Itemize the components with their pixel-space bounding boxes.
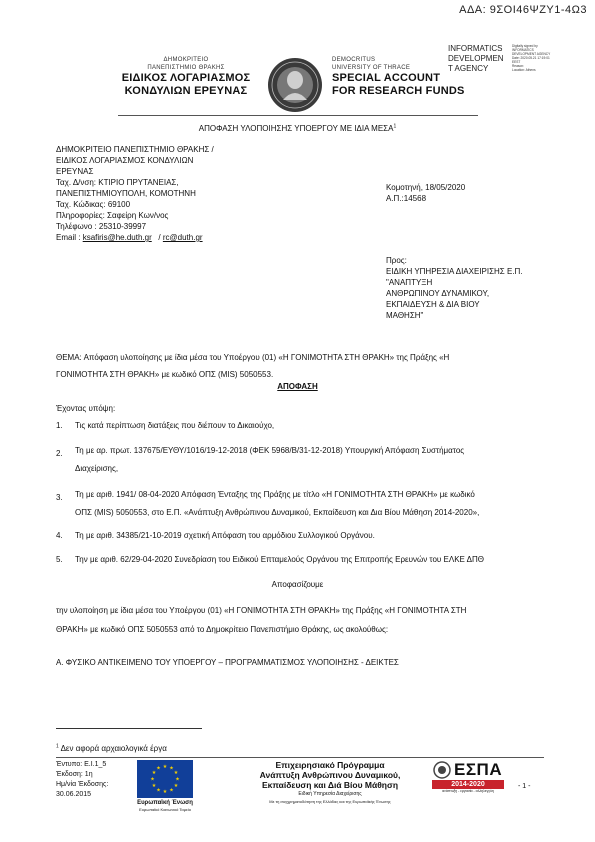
document-title-text: ΑΠΟΦΑΣΗ ΥΛΟΠΟΙΗΣΗΣ ΥΠΟΕΡΓΟΥ ΜΕ ΙΔΙΑ ΜΕΣΑ bbox=[198, 124, 394, 133]
sig-line: EEST bbox=[512, 60, 521, 64]
page-number: - 1 - bbox=[518, 783, 531, 790]
eu-name: Ευρωπαϊκή Ένωση bbox=[137, 800, 193, 806]
sender-line: ΕΡΕΥΝΑΣ bbox=[56, 167, 94, 176]
eu-caption bbox=[128, 800, 202, 812]
subject-line: ΓΟΝΙΜΟΤΗΤΑ ΣΤΗ ΘΡΑΚΗ» με κωδικό ΟΠΣ (MIS) 5050553. bbox=[56, 370, 274, 379]
espa-name: ΕΣΠΑ bbox=[454, 760, 503, 779]
email-link-2[interactable]: rc@duth.gr bbox=[162, 233, 203, 242]
footnote-number: 1 bbox=[56, 743, 59, 750]
email-label: Email : bbox=[56, 233, 81, 242]
sig-line: DEVELOPMENT AGENCY bbox=[512, 52, 551, 56]
item-number: 2. bbox=[56, 449, 63, 458]
list-item bbox=[56, 442, 556, 486]
uni-name-gr-2: ΠΑΝΕΠΙΣΤΗΜΙΟ ΘΡΑΚΗΣ bbox=[147, 65, 225, 71]
eu-flag-icon bbox=[137, 760, 193, 798]
date-block bbox=[386, 182, 536, 204]
uni-name-gr-1: ΔΗΜΟΚΡΙΤΕΙΟ bbox=[163, 57, 209, 63]
letterhead-greek bbox=[118, 56, 254, 98]
sig-line: INFORMATICS bbox=[512, 48, 534, 52]
account-name-gr-1: ΕΙΔΙΚΟΣ ΛΟΓΑΡΙΑΣΜΟΣ bbox=[121, 72, 251, 84]
list-item bbox=[56, 530, 556, 554]
document-title bbox=[0, 124, 595, 133]
item-text: Τις κατά περίπτωση διατάξεις που διέπουν το Δικαιούχο, bbox=[75, 421, 275, 430]
protocol-number: Α.Π.:14568 bbox=[386, 194, 427, 203]
account-name-en-1: SPECIAL ACCOUNT bbox=[332, 72, 441, 84]
espa-logo bbox=[432, 760, 504, 794]
svg-text:★: ★ bbox=[175, 776, 180, 783]
sender-line: ΠΑΝΕΠΙΣΤΗΜΙΟΥΠΟΛΗ, ΚΟΜΟΤΗΝΗ bbox=[56, 189, 196, 198]
item-text: Τη με αριθ. 34385/21-10-2019 σχετική Απόφαση του αρμόδιου Συλλογικού Οργάνου. bbox=[75, 531, 375, 540]
closing-line: την υλοποίηση με ίδια μέσα του Υποέργου (01) «Η ΓΟΝΙΜΟΤΗΤΑ ΣΤΗ ΘΡΑΚΗ» της Πράξης «Η ΓΟΝΙΜΟΤΗΤΑ ΣΤΗ bbox=[56, 606, 467, 615]
recipient-line: ΕΚΠΑΙΔΕΥΣΗ & ΔΙΑ ΒΙΟΥ bbox=[386, 300, 480, 309]
svg-text:★: ★ bbox=[156, 787, 161, 794]
espa-tagline: ανάπτυξη - εργασία - αλληλεγγύη bbox=[442, 789, 494, 793]
list-item bbox=[56, 554, 556, 574]
version-line: 30.06.2015 bbox=[56, 791, 92, 798]
account-name-gr-2: ΚΟΝΔΥΛΙΩΝ ΕΡΕΥΝΑΣ bbox=[124, 85, 248, 97]
svg-text:★: ★ bbox=[162, 764, 168, 770]
sig-line: Date: 2020.05.21 17:19:01 bbox=[512, 56, 550, 60]
footnote bbox=[56, 743, 167, 754]
recipient-label: Προς: bbox=[386, 256, 407, 265]
svg-text:★: ★ bbox=[173, 770, 179, 776]
program-sub: Ειδική Υπηρεσία Διαχείρισης bbox=[298, 791, 362, 797]
considering-intro: Έχοντας υπόψη: bbox=[56, 404, 116, 413]
svg-text:★: ★ bbox=[162, 789, 168, 795]
section-a-heading: Α. ΦΥΣΙΚΟ ΑΝΤΙΚΕΙΜΕΝΟ ΤΟΥ ΥΠΟΕΡΓΟΥ – ΠΡΟΓΡΑΜΜΑΤΙΣΜΟΣ ΥΛΟΠΟΙΗΣΗΣ - ΔΕΙΚΤΕΣ bbox=[56, 658, 399, 667]
banner-divider bbox=[118, 115, 478, 116]
espa-star-icon bbox=[432, 760, 452, 780]
recipient-line: ΜΑΘΗΣΗ" bbox=[386, 311, 424, 320]
closing-block bbox=[56, 601, 556, 639]
signature-agency: INFORMATICS DEVELOPMEN T AGENCY bbox=[448, 44, 504, 73]
sender-line: Πληροφορίες: Σαφείρη Κων/νος bbox=[56, 211, 169, 220]
subject-block bbox=[56, 349, 556, 383]
letterhead-english bbox=[332, 56, 482, 98]
sender-line: Ταχ. Κώδικας: 69100 bbox=[56, 200, 131, 209]
email-line bbox=[56, 232, 256, 243]
sender-line: Ταχ. Δ/νση: ΚΤΙΡΙΟ ΠΡΥΤΑΝΕΙΑΣ, bbox=[56, 178, 179, 187]
item-text: Διαχείρισης, bbox=[75, 464, 119, 473]
svg-text:★: ★ bbox=[150, 776, 155, 783]
subject-line: ΘΕΜΑ: Απόφαση υλοποίησης με ίδια μέσα του Υποέργου (01) «Η ΓΟΝΙΜΟΤΗΤΑ ΣΤΗ ΘΡΑΚΗ» της Πράξης «Η bbox=[56, 353, 450, 362]
version-line: Έκδοση: 1η bbox=[56, 771, 93, 778]
svg-text:★: ★ bbox=[156, 765, 161, 772]
decide-heading: Αποφασίζουμε bbox=[271, 580, 324, 589]
item-text: Την με αριθ. 62/29-04-2020 Συνεδρίαση του Ειδικού Επταμελούς Οργάνου της Επιτροπής Ερευνών του ΕΛΚΕ ΔΠΘ bbox=[75, 555, 484, 564]
democritus-emblem-icon bbox=[264, 56, 326, 114]
email-separator: / bbox=[158, 233, 161, 242]
recipient-line: ΕΙΔΙΚΗ ΥΠΗΡΕΣΙΑ ΔΙΑΧΕΙΡΙΣΗΣ Ε.Π. bbox=[386, 267, 523, 276]
sender-line: ΔΗΜΟΚΡΙΤΕΙΟ ΠΑΝΕΠΙΣΤΗΜΙΟ ΘΡΑΚΗΣ / bbox=[56, 145, 214, 154]
program-logo bbox=[232, 760, 428, 806]
document-date: Κομοτηνή, 18/05/2020 bbox=[386, 183, 466, 192]
program-cofund: Με τη συγχρηματοδότηση της Ελλάδας και της Ευρωπαϊκής Ένωσης bbox=[269, 799, 391, 804]
program-line: Επιχειρησιακό Πρόγραμμα bbox=[275, 760, 385, 770]
closing-line: ΘΡΑΚΗ» με κωδικό ΟΠΣ 5050553 από το Δημοκρίτειο Πανεπιστήμιο Θράκης, ως ακολούθως: bbox=[56, 625, 389, 634]
account-name-en-2: FOR RESEARCH FUNDS bbox=[332, 85, 465, 97]
svg-text:★: ★ bbox=[151, 770, 157, 776]
list-item bbox=[56, 420, 556, 442]
considerations-list bbox=[56, 420, 556, 574]
svg-text:★: ★ bbox=[173, 783, 179, 789]
sender-block bbox=[56, 144, 256, 243]
footnote-divider bbox=[56, 728, 202, 729]
item-text: Τη με αριθ. 1941/ 08-04-2020 Απόφαση Ένταξης της Πράξης με τίτλο «Η ΓΟΝΙΜΟΤΗΤΑ ΣΤΗ ΘΡΑΚΗ» με κωδικό bbox=[75, 490, 475, 499]
footnote-ref: 1 bbox=[393, 123, 397, 130]
ada-code: ΑΔΑ: 9ΣΟΙ46ΨΖΥ1-4Ω3 bbox=[459, 4, 587, 16]
sender-line: Τηλέφωνο : 25310-39997 bbox=[56, 222, 147, 231]
uni-name-en-1: DEMOCRITUS bbox=[332, 57, 376, 63]
item-number: 4. bbox=[56, 531, 63, 540]
sender-line: ΕΙΔΙΚΟΣ ΛΟΓΑΡΙΑΣΜΟΣ ΚΟΝΔΥΛΙΩΝ bbox=[56, 156, 194, 165]
item-number: 1. bbox=[56, 421, 63, 430]
form-version bbox=[56, 760, 126, 800]
footer-divider bbox=[56, 757, 544, 758]
letterhead-banner bbox=[118, 56, 478, 114]
item-text: ΟΠΣ (MIS) 5050553, στο Ε.Π. «Ανάπτυξη Ανθρώπινου Δυναμικού, Εκπαίδευση και Δια Βίου Μάθηση 2014-2020», bbox=[75, 508, 480, 517]
item-text: Τη με αρ. πρωτ. 137675/ΕΥΘΥ/1016/19-12-2018 (ΦΕΚ 5968/Β/31-12-2018) Υπουργική Απόφαση Συστήματος bbox=[75, 446, 465, 455]
recipient-line: ΑΝΘΡΩΠΙΝΟΥ ΔΥΝΑΜΙΚΟΥ, bbox=[386, 289, 490, 298]
eu-fund: Ευρωπαϊκό Κοινωνικό Ταμείο bbox=[139, 807, 191, 812]
list-item bbox=[56, 486, 556, 530]
sig-line: Reason: bbox=[512, 64, 524, 68]
digital-signature-block bbox=[512, 44, 570, 72]
svg-text:★: ★ bbox=[169, 787, 174, 794]
uni-name-en-2: UNIVERSITY OF THRACE bbox=[332, 65, 411, 71]
program-line: Ανάπτυξη Ανθρώπινου Δυναμικού, bbox=[259, 770, 401, 780]
email-link-1[interactable]: ksafiris@he.duth.gr bbox=[82, 233, 152, 242]
recipient-line: "ΑΝΑΠΤΥΞΗ bbox=[386, 278, 433, 287]
svg-text:★: ★ bbox=[151, 783, 157, 789]
item-number: 3. bbox=[56, 493, 63, 502]
decision-heading: ΑΠΟΦΑΣΗ bbox=[277, 382, 318, 391]
item-number: 5. bbox=[56, 555, 63, 564]
version-line: Έντυπο: Ε.Ι.1_5 bbox=[56, 761, 107, 768]
sig-line: Digitally signed by bbox=[512, 44, 538, 48]
recipient-block bbox=[386, 255, 546, 321]
espa-years: 2014-2020 bbox=[432, 780, 504, 789]
svg-text:★: ★ bbox=[169, 765, 174, 772]
footnote-text: Δεν αφορά αρχαιολογικά έργα bbox=[60, 744, 167, 753]
program-line: Εκπαίδευση και Διά Βίου Μάθηση bbox=[261, 780, 399, 790]
sig-line: Location: Athens bbox=[512, 68, 536, 72]
version-line: Ημ/νία Έκδοσης: bbox=[56, 781, 109, 788]
